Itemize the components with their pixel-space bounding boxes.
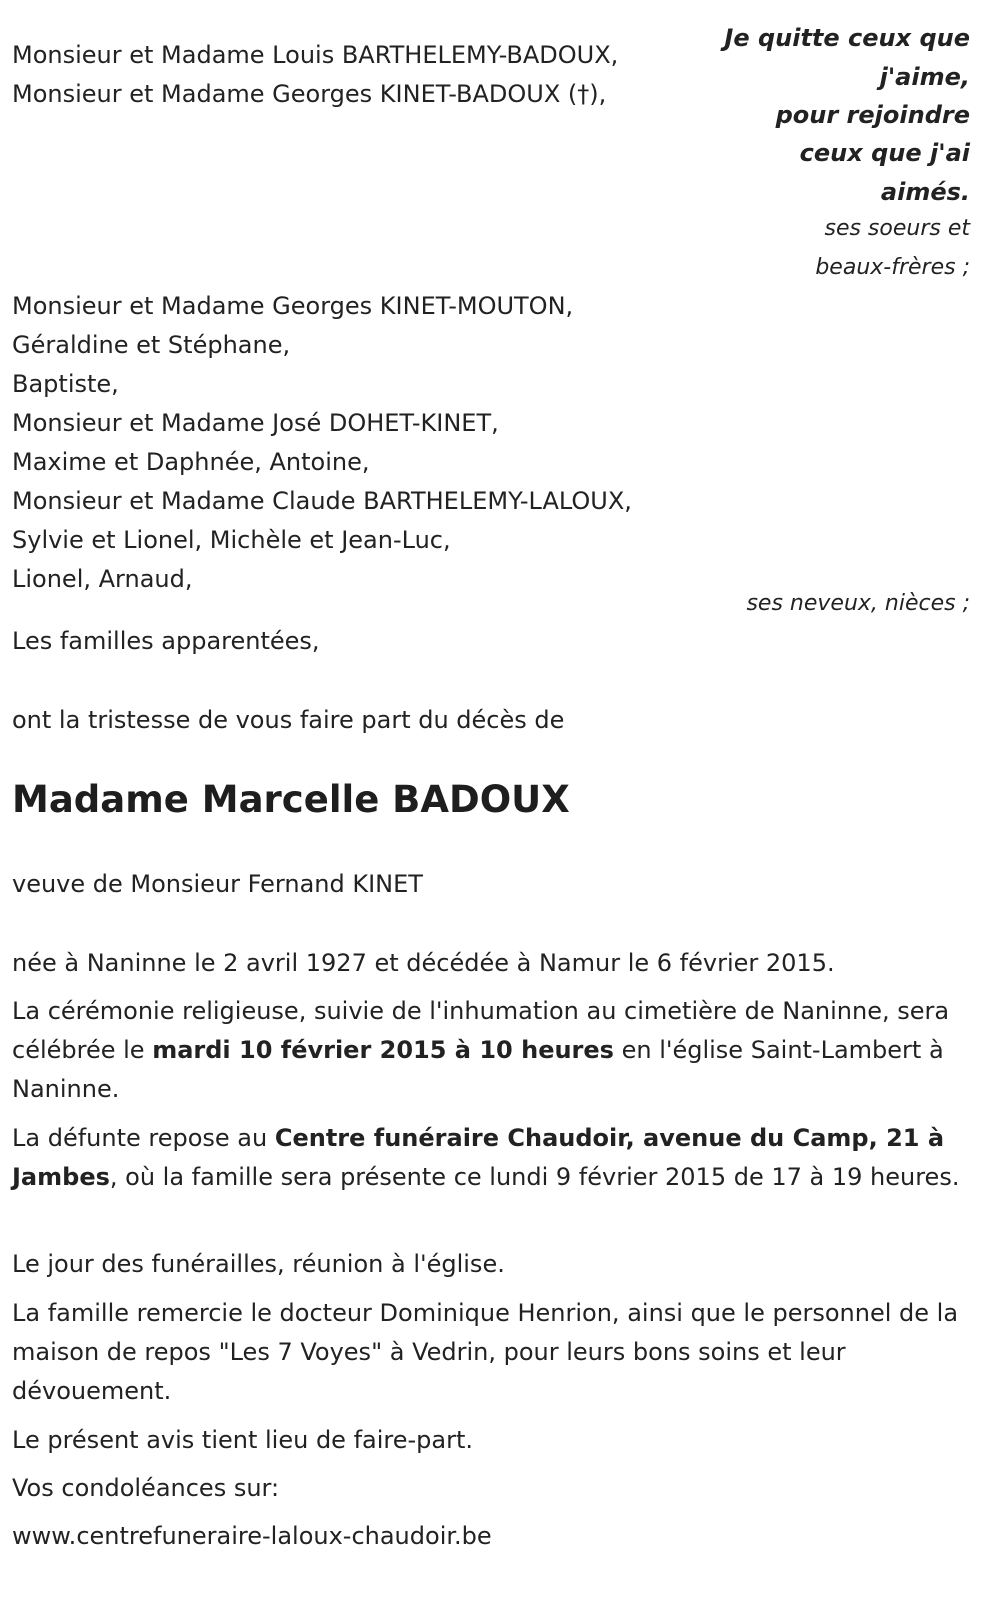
- family-line: Monsieur et Madame Georges KINET-MOUTON,: [12, 292, 574, 320]
- widow-of: veuve de Monsieur Fernand KINET: [12, 870, 423, 898]
- quote-line: aimés.: [880, 178, 970, 206]
- announcement: ont la tristesse de vous faire part du décès de: [12, 706, 565, 734]
- ceremony-text: en l'église Saint-Lambert à Naninne.: [12, 1036, 944, 1103]
- quote-line: j'aime,: [879, 63, 970, 91]
- family-line: Sylvie et Lionel, Michèle et Jean-Luc,: [12, 526, 451, 554]
- funeral-day: Le jour des funérailles, réunion à l'église.: [12, 1250, 505, 1278]
- birth-death: née à Naninne le 2 avril 1927 et décédée à Namur le 6 février 2015.: [12, 949, 835, 977]
- notice: Le présent avis tient lieu de faire-part.: [12, 1426, 474, 1454]
- relation-label: ses soeurs et: [824, 216, 970, 241]
- ceremony-paragraph: [12, 992, 987, 1109]
- relation-label: ses neveux, nièces ;: [746, 591, 970, 616]
- family-line: Lionel, Arnaud,: [12, 565, 193, 593]
- repose-location: Centre funéraire Chaudoir, avenue du Camp, 21 à Jambes: [12, 1124, 945, 1191]
- family-line: Maxime et Daphnée, Antoine,: [12, 448, 370, 476]
- repose-text: La défunte repose au: [12, 1124, 275, 1152]
- thanks-paragraph: La famille remercie le docteur Dominique Henrion, ainsi que le personnel de la maison de repos "Les 7 Voyes" à Vedrin, pour leurs bons soins et leur dévouement.: [12, 1299, 959, 1405]
- repose-paragraph: [12, 1119, 987, 1197]
- family-line: Géraldine et Stéphane,: [12, 331, 291, 359]
- family-line: Monsieur et Madame Georges KINET-BADOUX (†),: [12, 80, 607, 108]
- family-line: Monsieur et Madame José DOHET-KINET,: [12, 409, 499, 437]
- quote-line: ceux que j'ai: [799, 139, 970, 167]
- related-families: Les familles apparentées,: [12, 627, 320, 655]
- quote-line: pour rejoindre: [775, 101, 970, 129]
- family-line: Monsieur et Madame Claude BARTHELEMY-LALOUX,: [12, 487, 632, 515]
- repose-text: , où la famille sera présente ce lundi 9 février 2015 de 17 à 19 heures.: [109, 1163, 960, 1191]
- ceremony-date: mardi 10 février 2015 à 10 heures: [152, 1036, 614, 1064]
- condolences-label: Vos condoléances sur:: [12, 1474, 280, 1502]
- family-line: Monsieur et Madame Louis BARTHELEMY-BADOUX,: [12, 41, 619, 69]
- quote-line: Je quitte ceux que: [724, 24, 970, 52]
- relation-label: beaux-frères ;: [815, 255, 970, 280]
- website-link[interactable]: www.centrefuneraire-laloux-chaudoir.be: [12, 1522, 492, 1550]
- deceased-name: Madame Marcelle BADOUX: [12, 778, 570, 821]
- ceremony-text: La cérémonie religieuse, suivie de l'inhumation au cimetière de Naninne, sera célébrée le: [12, 997, 950, 1064]
- family-line: Baptiste,: [12, 370, 119, 398]
